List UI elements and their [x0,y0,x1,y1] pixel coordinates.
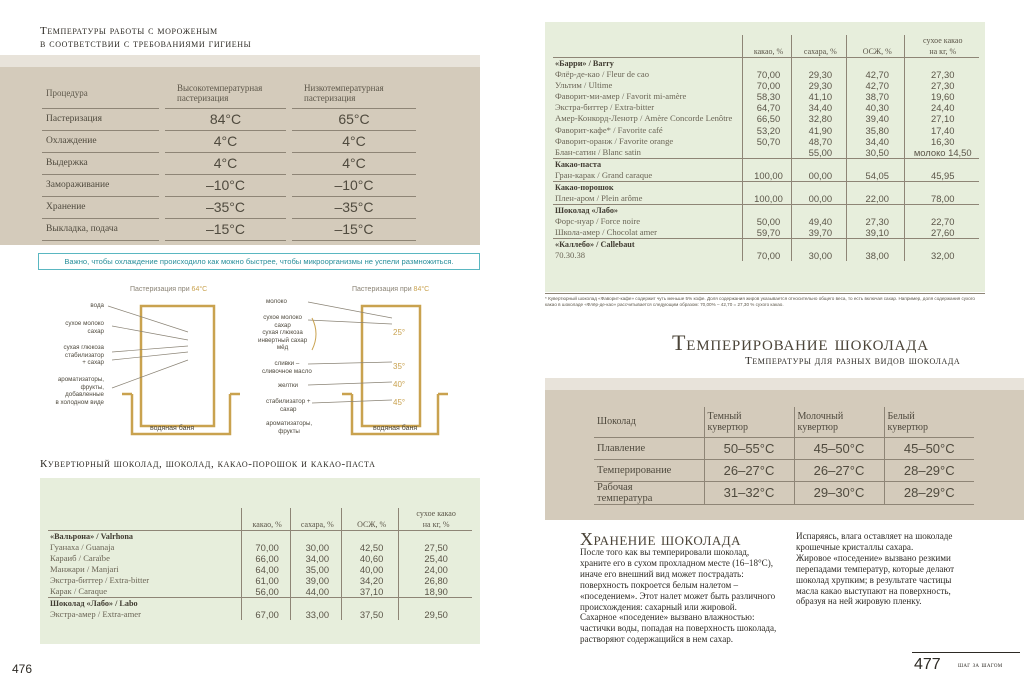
product-value: 27,60 [930,227,955,238]
product-value: 24,00 [424,564,448,576]
product-value: 40,00 [359,564,384,576]
tempering-value: 26–27°C [704,459,794,481]
cooling-note: Важно, чтобы охлаждение происходило как можно быстрее, чтобы микроорганизмы не успели размножиться. [38,253,480,270]
product-value: 48,70 [808,135,833,147]
product-value: 39,70 [808,227,833,238]
temp-header-cell: Низкотемпературная пастеризация [289,78,416,108]
choc-header-cell: сахара, % [793,33,848,57]
left-label-milk-powder: сухое молоко сахар [65,320,104,335]
temp-table-row [42,218,416,240]
tempering-value: 45–50°C [884,437,974,459]
product-name: Блан-сатин / Blanc satin [555,146,641,157]
product-name: Флёр-де-као / Fleur de cao [555,68,649,79]
left-label-flavors: ароматизаторы, фрукты, добавленные в холодном виде [55,376,104,406]
product-value: 41,10 [808,91,833,103]
product-value: 29,30 [808,68,833,80]
product-value: 44,00 [305,586,330,598]
tempering-value: 50–55°C [704,437,794,459]
diagram-drawing [40,282,480,442]
tempering-header-cell: Темный кувертюр [704,407,794,437]
temperature-cell: –35°C [162,196,289,218]
product-value: 24,40 [930,102,955,114]
product-name: Экстра-амер / Extra-amer [50,609,141,620]
procedure-cell: Охлаждение [42,130,162,152]
temp-table-row [42,174,416,196]
product-value: 50,00 [756,216,781,227]
product-value: 100,00 [754,169,783,181]
temp-table-row [42,108,416,130]
product-name: Карак / Caraque [50,586,108,597]
choc-header-spacer [553,33,744,57]
product-row [553,102,979,113]
product-row [553,80,979,91]
product-value: 35,80 [865,124,889,136]
choc-header-cell: сухое какао на кг, % [906,33,979,57]
tempering-value: 31–32°C [704,481,794,504]
column-divider [241,508,242,620]
product-value: 27,30 [865,216,889,227]
product-value: 22,00 [865,192,889,204]
brand-row [48,530,472,542]
right-label-milk: молоко [266,298,287,305]
tempering-value: 26–27°C [794,459,884,481]
product-name: Фаворит-оранж / Favorite orange [555,135,674,146]
product-value: 56,00 [255,586,279,598]
brand-row [553,181,979,193]
product-value: 41,90 [808,124,833,136]
temp-table-row [42,196,416,218]
product-value: 42,70 [865,68,889,80]
product-value: 70,00 [756,79,781,91]
product-value: 53,20 [756,124,781,136]
product-value: 55,00 [808,146,833,158]
product-value: 64,70 [756,102,781,114]
product-row [553,136,979,147]
product-value: 22,70 [930,216,955,227]
column-divider [290,508,291,620]
product-value: 39,40 [865,113,889,125]
product-value: 67,00 [255,609,279,621]
product-name: Экстра-биттер / Extra-bitter [50,575,150,586]
degree-40: 40° [393,380,406,389]
left-label-water: вода [90,302,104,309]
product-value: 61,00 [255,575,279,587]
tempering-subheading: Температуры для разных видов шоколада [745,355,961,367]
product-value: 70,00 [255,541,279,553]
product-row [553,113,979,124]
column-divider [742,35,743,261]
brand-label: «Вальрона» / Valrhona [50,531,134,541]
right-diagram-title: Пастеризация при 84°C [352,286,430,293]
tempering-value: 29–30°C [794,481,884,504]
brand-row [48,598,472,610]
product-value: 40,30 [865,102,889,114]
product-row [553,193,979,205]
tempering-row [594,437,974,459]
brand-label: Какао-паста [553,158,979,170]
tempering-value: 45–50°C [794,437,884,459]
product-row [553,250,979,261]
temperature-cell: –15°C [162,218,289,240]
temperature-cell: 4°C [289,130,416,152]
degree-35: 35° [393,362,406,371]
right-label-cream: сливки – сливочное масло [262,360,312,375]
product-value: 34,40 [865,135,889,147]
running-head: шаг за шагом [958,660,1003,669]
tempering-row [594,481,974,504]
product-value: 39,00 [305,575,330,587]
product-value: молоко 14,50 [913,146,972,158]
product-name: Школа-амер / Chocolat amer [555,227,657,237]
tempering-table [594,407,974,505]
brand-label: Шоколад «Лабо» [553,204,979,216]
choc-header-cell: сахара, % [292,506,343,530]
tempering-value: 28–29°C [884,459,974,481]
brand-row [553,239,979,251]
footnote: * Кувертюрный шоколад «Фаворит-кафе» содержит чуть меньше 5% кофе. Доля содержания жиров указывается относительно общего веса, то есть включая сахар. Например, доля содержания сухого какао в шоколаде «Флёр-де-као» рассчитывается следующим образом: 70,00% – 42,70 = 27,30 % сухого какао. [545,296,975,307]
storage-text-col2: Испаряясь, влага оставляет на шоколаде крошечные кристаллы сахара. Жировое «поседение» вызвано резкими перепадами температур, которые делают шоколад хрупким; в результате частицы масла какао выступают на поверхность, образуя на ней жировую пленку. [796,531,955,607]
product-row [553,216,979,227]
right-bath-label: водяная баня [373,425,418,432]
choc-table-header [553,33,979,57]
product-value: 64,00 [255,564,279,576]
product-value [744,147,792,159]
product-row [48,564,472,575]
product-value: 39,10 [865,227,889,238]
temperature-cell: 4°C [162,130,289,152]
product-value: 26,80 [424,575,448,587]
left-label-glucose: сухая глюкоза стабилизатор + сахар [63,344,104,366]
product-value: 29,50 [424,609,448,621]
stage-cell: Рабочая температура [594,481,704,504]
temp-table-row [42,152,416,174]
storage-heading: Хранение шоколада [580,529,742,549]
product-value: 42,70 [865,79,889,91]
product-value: 30,50 [865,146,889,158]
choc-header-cell: ОСЖ, % [848,33,906,57]
temp-table-header [42,78,416,108]
product-name: Фаворит-кафе* / Favorite café [555,124,663,135]
choc-table-header [48,506,472,530]
right-label-yolks: желтки [278,382,298,389]
product-name: Гуанаха / Guanaja [50,541,115,552]
column-divider [341,508,342,620]
product-row [48,609,472,620]
brand-label: «Барри» / Barry [555,58,614,68]
temperature-cell: –10°C [289,174,416,196]
product-name: Экстра-биттер / Extra-bitter [555,102,655,113]
product-value: 00,00 [808,169,833,181]
product-value: 32,00 [930,250,955,262]
product-row [553,69,979,80]
choc-header-cell: ОСЖ, % [343,506,400,530]
brand-row [553,204,979,216]
product-value: 100,00 [754,192,783,204]
tempering-header [594,407,974,437]
product-value: 70,00 [756,250,781,262]
product-value: 59,70 [756,227,781,238]
temperature-cell: 4°C [162,152,289,174]
temp-header-cell: Высокотемпературная пастеризация [162,78,289,108]
product-value: 29,30 [808,79,833,91]
product-value: 78,00 [930,192,955,204]
temperature-cell: –15°C [289,218,416,240]
product-value: 42,50 [359,541,384,553]
product-row [48,575,472,586]
storage-text-col1: После того как вы темперировали шоколад, храните его в сухом прохладном месте (16–18°С), иначе его внешний вид может пострадать: поверхность покроется белым налетом – «поседением». Этот налет может быть различного происхождения: сахарный или жировой. Сахарное «поседение» вызвано влажностью: частички воды, попадая на поверхность шоколада, растворяют содержащийся в нем сахар. [580,547,777,645]
tempering-value: 28–29°C [884,481,974,504]
product-value: 27,10 [930,113,955,125]
temperature-cell: –35°C [289,196,416,218]
product-name: Гран-карак / Grand caraque [555,169,653,180]
product-value: 49,40 [808,216,833,227]
temperature-cell: 65°C [289,108,416,130]
product-row [553,227,979,239]
temp-table-row [42,130,416,152]
product-name: Фаворит-ми-амер / Favorit mi-amère [555,91,687,102]
degree-45: 45° [393,398,406,407]
product-value: 70,00 [756,68,781,80]
column-divider [398,508,399,620]
left-page-number: 476 [12,662,33,676]
choc-header-spacer [48,506,243,530]
brand-row [553,57,979,69]
column-divider [791,35,792,261]
product-value: 17,40 [930,124,955,136]
tempering-header-cell: Белый кувертюр [884,407,974,437]
temp-header-cell: Процедура [42,78,162,108]
stage-cell: Плавление [594,437,704,459]
tempering-heading: Темперирование шоколада [672,330,929,355]
ice-cream-temperatures-heading: Температуры работы с мороженым в соответствии с требованиями гигиены [40,25,252,50]
tempering-header-cell: Шоколад [594,407,704,437]
product-name: 70.30.38 [555,250,586,261]
brand-label: Какао-порошок [553,181,979,193]
product-row [553,91,979,102]
procedure-cell: Замораживание [42,174,162,196]
product-name: Манжари / Manjari [50,564,119,575]
temperature-cell: 84°C [162,108,289,130]
right-label-flavors: ароматизаторы, фрукты [266,420,313,435]
product-value: 66,00 [255,552,279,564]
product-value: 54,05 [865,169,889,181]
product-row [48,586,472,598]
pasteurization-diagram [40,282,480,442]
product-value: 40,60 [359,552,384,564]
choc-header-cell: сухое какао на кг, % [400,506,472,530]
product-value: 30,00 [305,541,330,553]
right-label-stabilizer: стабилизатор + сахар [266,398,311,413]
procedure-cell: Пастеризация [42,108,162,130]
ice-cream-temperature-table [42,78,416,241]
procedure-cell: Выдержка [42,152,162,174]
product-value: 32,80 [808,113,833,125]
product-value: 33,00 [305,609,330,621]
column-divider [904,35,905,261]
product-value: 38,70 [865,91,889,103]
right-label-powders: сухое молоко сахар сухая глюкоза инвертный сахар мёд [258,314,308,351]
product-row [48,553,472,564]
product-name: Караиб / Caraïbe [50,552,110,563]
product-value: 27,30 [930,68,955,80]
column-divider [846,35,847,261]
product-name: Ультим / Ultime [555,79,613,90]
product-name: Плен-аром / Plein arôme [555,192,643,203]
product-value: 27,30 [930,79,955,91]
choc-header-cell: какао, % [243,506,292,530]
product-value: 34,00 [305,552,330,564]
product-value: 34,20 [359,575,384,587]
degree-25: 25° [393,328,406,337]
left-bath-label: водяная баня [150,425,195,432]
product-value: 35,00 [305,564,330,576]
right-page-number: 477 [914,656,941,673]
product-value: 37,50 [359,609,384,621]
tempering-row [594,459,974,481]
product-value: 50,70 [756,135,781,147]
choc-header-cell: какао, % [744,33,792,57]
product-value: 45,95 [930,169,955,181]
procedure-cell: Выкладка, подача [42,218,162,240]
product-value: 16,30 [930,135,955,147]
brand-label: Шоколад «Лабо» / Labo [48,598,472,610]
product-value: 25,40 [424,552,448,564]
product-row [48,542,472,553]
stage-cell: Темперирование [594,459,704,481]
temperature-cell: –10°C [162,174,289,196]
product-row [553,170,979,182]
product-row [553,147,979,159]
product-value: 34,40 [808,102,833,114]
product-value: 30,00 [808,250,833,262]
product-value: 18,90 [424,586,448,598]
temperature-cell: 4°C [289,152,416,174]
product-value: 19,60 [930,91,955,103]
product-value: 66,50 [756,113,781,125]
brand-label: «Каллебо» / Callebaut [553,239,979,251]
product-value: 37,10 [359,586,384,598]
product-value: 58,30 [756,91,781,103]
product-row [553,124,979,135]
product-name: Амер-Конкорд-Ленотр / Amère Concorde Lenôtre [555,113,733,124]
product-value: 00,00 [808,192,833,204]
procedure-cell: Хранение [42,196,162,218]
brand-row [553,158,979,170]
tempering-header-cell: Молочный кувертюр [794,407,884,437]
product-name: Форс-нуар / Force noire [555,216,641,226]
product-value: 38,00 [865,250,889,262]
couverture-heading: Кувертюрный шоколад, шоколад, какао-порошок и какао-паста [40,458,376,470]
product-value: 27,50 [424,541,448,553]
left-diagram-title: Пастеризация при 64°C [130,286,208,293]
right-chocolate-table [553,33,979,261]
left-chocolate-table [48,506,472,620]
